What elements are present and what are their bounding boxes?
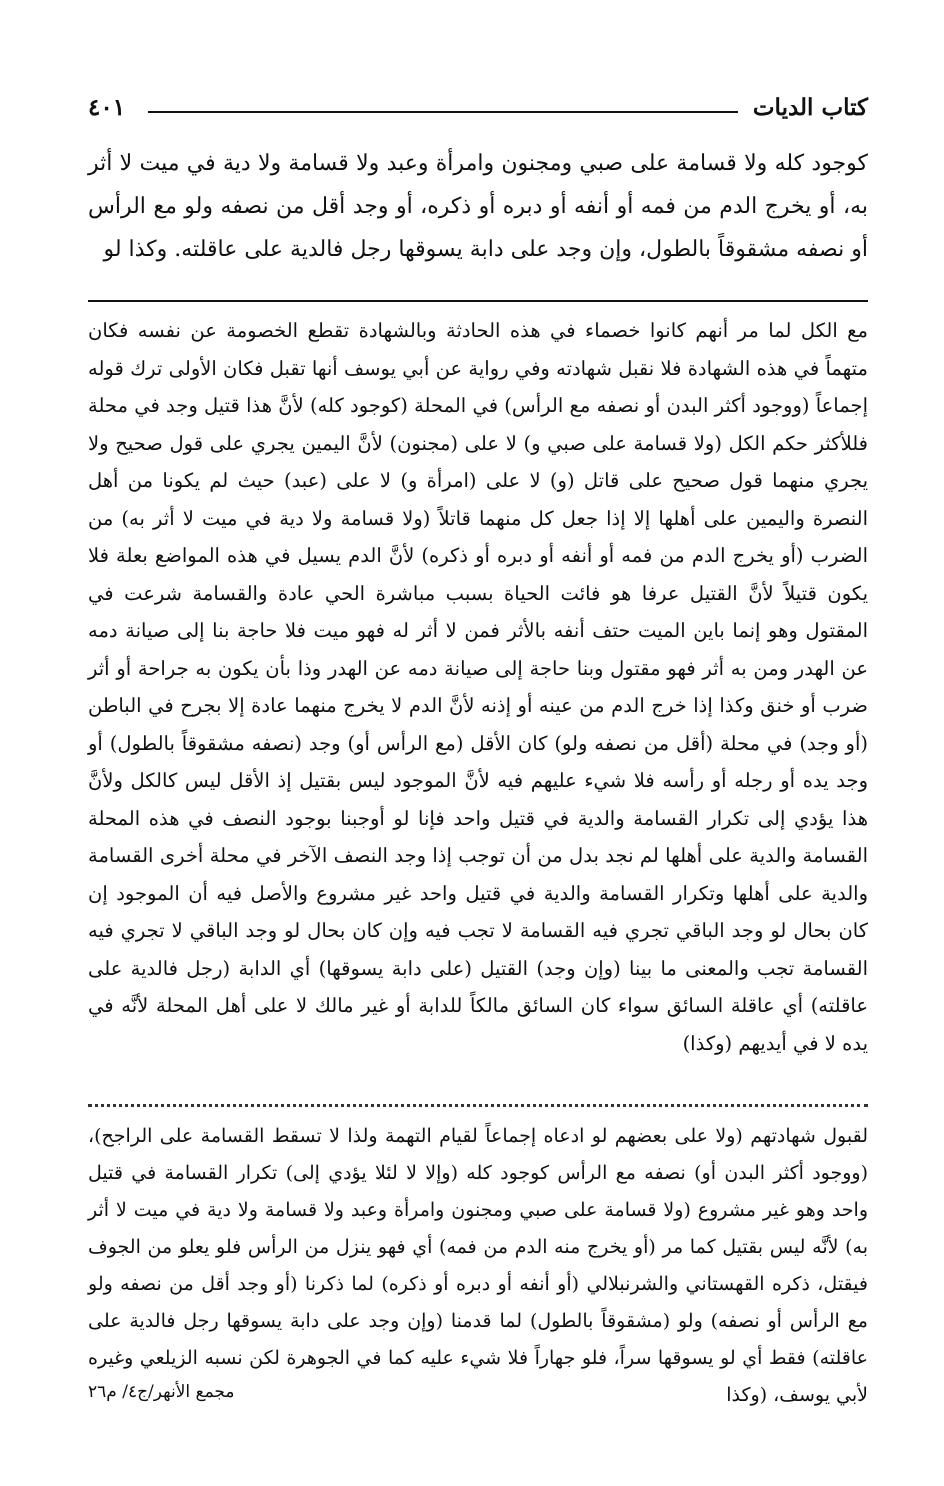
gloss-text: لقبول شهادتهم (ولا على بعضهم لو ادعاه إجماعاً لقيام التهمة ولذا لا تسقط القسامة على الراجح)، (ووجود أكثر البدن أو) نصفه مع الرأس كوجود كله (وإلا لا لئلا يؤدي إلى) تكرار القسامة في قتيل واحد وهو غير مشروع (ولا قسامة على صبي ومجنون وامرأة وعبد ولا قسامة ولا دية في ميت لا أثر به) لأنَّه ليس بقتيل كما مر (أو يخرج منه الدم من فمه) أي فهو ينزل من الرأس فلو يعلو من الجوف فيقتل، ذكره القهستاني والشرنبلالي (أو أنفه أو دبره أو ذكره) لما ذكرنا (أو وجد أقل من نصفه ولو مع الرأس أو نصفه) ولو (مشقوقاً بالطول) لما قدمنا (وإن وجد على دابة يسوقها رجل فالدية على عاقلته) فقط أي لو يسوقها سراً، فلو جهاراً فلا شيء عليه كما في الجوهرة لكن نسبه الزيلعي وغيره لأبي يوسف، (وكذا <box>88 1125 868 1406</box>
commentary-block <box>88 312 868 1062</box>
gloss-block <box>88 1118 868 1414</box>
dotted-separator <box>88 1104 868 1107</box>
page-header <box>88 92 868 132</box>
page-number: ٤٠١ <box>88 94 126 121</box>
chapter-title: كتاب الديات <box>752 94 868 121</box>
header-rule <box>148 111 738 113</box>
page-signature: مجمع الأنهر/ج٤/ م٢٦ <box>88 1382 235 1402</box>
commentary-text: مع الكل لما مر أنهم كانوا خصماء في هذه الحادثة وبالشهادة تقطع الخصومة عن نفسه فكان متهماً في هذه الشهادة فلا نقبل شهادته وفي رواية عن أبي يوسف أنها تقبل فكان الأولى ترك قوله إجماعاً (ووجود أكثر البدن أو نصفه مع الرأس) في المحلة (كوجود كله) لأنَّ هذا قتيل وجد في محلة فللأكثر حكم الكل (ولا قسامة على صبي و) لا على (مجنون) لأنَّ اليمين يجري على قول صحيح ولا يجري منهما قول صحيح على قاتل (و) لا على (امرأة و) لا على (عبد) حيث لم يكونا من أهل النصرة واليمين على أهلها إلا إذا جعل كل منهما قاتلاً (ولا قسامة ولا دية في ميت لا أثر به) من الضرب (أو يخرج الدم من فمه أو أنفه أو دبره أو ذكره) لأنَّ الدم يسيل في هذه المواضع بعلة فلا يكون قتيلاً لأنَّ القتيل عرفا هو فائت الحياة بسبب مباشرة الحي عادة والقسامة شرعت في المقتول وهو إنما باين الميت حتف أنفه بالأثر فمن لا أثر له فهو ميت فلا حاجة بنا إلى صيانة دمه عن الهدر ومن به أثر فهو مقتول وبنا حاجة إلى صيانة دمه عن الهدر وذا بأن يكون به جراحة أو أثر ضرب أو خنق وكذا إذا خرج الدم من عينه أو إذنه لأنَّ الدم لا يخرج منهما عادة إلا بجرح في الباطن (أو وجد) في محلة (أقل من نصفه ولو) كان الأقل (مع الرأس أو) وجد (نصفه مشقوقاً بالطول) أو وجد يده أو رجله أو رأسه فلا شيء عليهم فيه لأنَّ الموجود ليس بقتيل إذ الأقل ليس كالكل ولأنَّ هذا يؤدي إلى تكرار القسامة والدية في قتيل واحد فإنا لو أوجبنا بوجود النصف في هذه المحلة القسامة والدية على أهلها لم نجد بدل من أن توجب إذا وجد النصف الآخر في محلة أخرى القسامة والدية على أهلها وتكرار القسامة والدية في قتيل واحد غير مشروع والأصل فيه أن الموجود إن كان بحال لو وجد الباقي تجري فيه القسامة لا تجب فيه وإن كان بحال لو وجد الباقي لا تجري فيه القسامة تجب والمعنى ما بينا (وإن وجد) القتيل (على دابة يسوقها) أي الدابة (رجل فالدية على عاقلته) أي عاقلة السائق سواء كان السائق مالكاً للدابة أو غير مالك لا على أهل المحلة لأنَّه في يده لا في أيديهم (وكذا) <box>88 319 868 1055</box>
main-text: كوجود كله ولا قسامة على صبي ومجنون وامرأة وعبد ولا قسامة ولا دية في ميت لا أثر به، أو يخرج الدم من فمه أو أنفه أو دبره أو ذكره، أو وجد أقل من نصفه ولو مع الرأس أو نصفه مشقوقاً بالطول، وإن وجد على دابة يسوقها رجل فالدية على عاقلته. وكذا لو <box>88 151 868 262</box>
main-text-block <box>88 142 868 271</box>
main-separator <box>88 300 868 302</box>
